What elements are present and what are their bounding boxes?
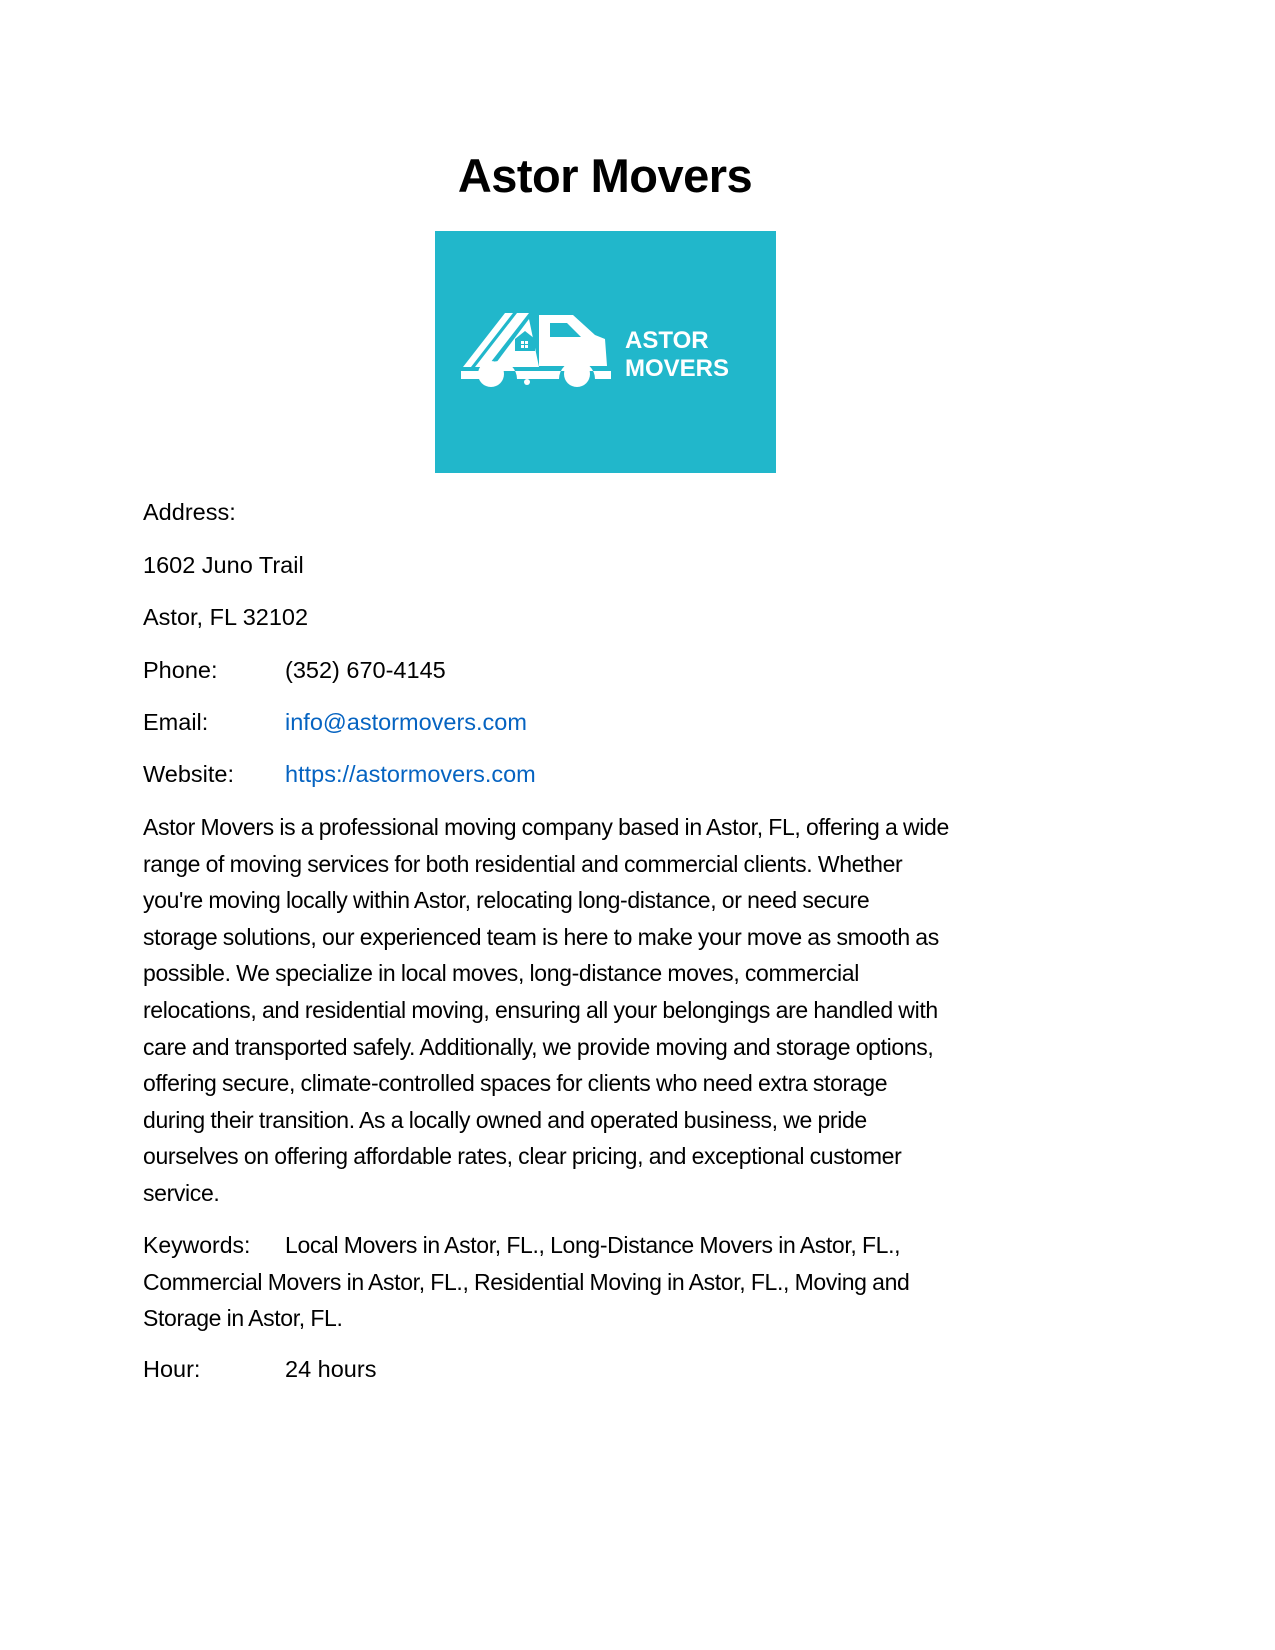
company-logo bbox=[435, 231, 776, 473]
description-line: offering secure, climate-controlled spaces for clients who need extra storage bbox=[143, 1070, 888, 1097]
keywords-line: Storage in Astor, FL. bbox=[143, 1305, 343, 1332]
email-row bbox=[143, 707, 527, 737]
description-line: relocations, and residential moving, ensuring all your belongings are handled with bbox=[143, 996, 938, 1023]
website-label: Website: bbox=[143, 761, 234, 787]
page-title: Astor Movers bbox=[457, 149, 753, 202]
email-label: Email: bbox=[143, 709, 209, 735]
hours-label: Hour: bbox=[143, 1356, 201, 1382]
description-line: Astor Movers is a professional moving company based in Astor, FL, offering a wide bbox=[143, 814, 949, 840]
keywords-label: Keywords: bbox=[143, 1232, 251, 1258]
description-line: storage solutions, our experienced team is here to make your move as smooth as bbox=[143, 923, 939, 950]
description-line: during their transition. As a locally owned and operated business, we pride bbox=[143, 1106, 867, 1133]
description-line: care and transported safely. Additionally, we provide moving and storage options, bbox=[143, 1033, 934, 1060]
email-link[interactable]: info@astormovers.com bbox=[285, 709, 527, 735]
website-row bbox=[143, 759, 536, 789]
description-line: possible. We specialize in local moves, long-distance moves, commercial bbox=[143, 960, 859, 987]
logo-text-line2: MOVERS bbox=[625, 355, 730, 382]
phone-row bbox=[143, 655, 446, 685]
description-line: ourselves on offering affordable rates, clear pricing, and exceptional customer bbox=[143, 1143, 902, 1170]
phone-label: Phone: bbox=[143, 657, 218, 683]
address-line-2: Astor, FL 32102 bbox=[143, 604, 309, 630]
website-link[interactable]: https://astormovers.com bbox=[285, 761, 536, 787]
description-line: service. bbox=[143, 1179, 220, 1206]
description-paragraph bbox=[143, 809, 949, 1212]
logo-text-line1: ASTOR bbox=[625, 327, 709, 354]
address-label: Address: bbox=[143, 499, 236, 525]
address-line-1: 1602 Juno Trail bbox=[143, 552, 304, 578]
logo-text bbox=[625, 327, 729, 383]
keywords-block bbox=[143, 1227, 910, 1337]
hours-row bbox=[143, 1354, 376, 1384]
keywords-line: Local Movers in Astor, FL., Long-Distance Movers in Astor, FL., bbox=[285, 1232, 901, 1258]
keywords-line: Commercial Movers in Astor, FL., Residential Moving in Astor, FL., Moving and bbox=[143, 1268, 910, 1295]
description-line: you're moving locally within Astor, relocating long-distance, or need secure bbox=[143, 887, 870, 914]
phone-value: (352) 670-4145 bbox=[285, 657, 446, 683]
hours-value: 24 hours bbox=[285, 1356, 377, 1382]
description-line: range of moving services for both residential and commercial clients. Whether bbox=[143, 850, 903, 877]
